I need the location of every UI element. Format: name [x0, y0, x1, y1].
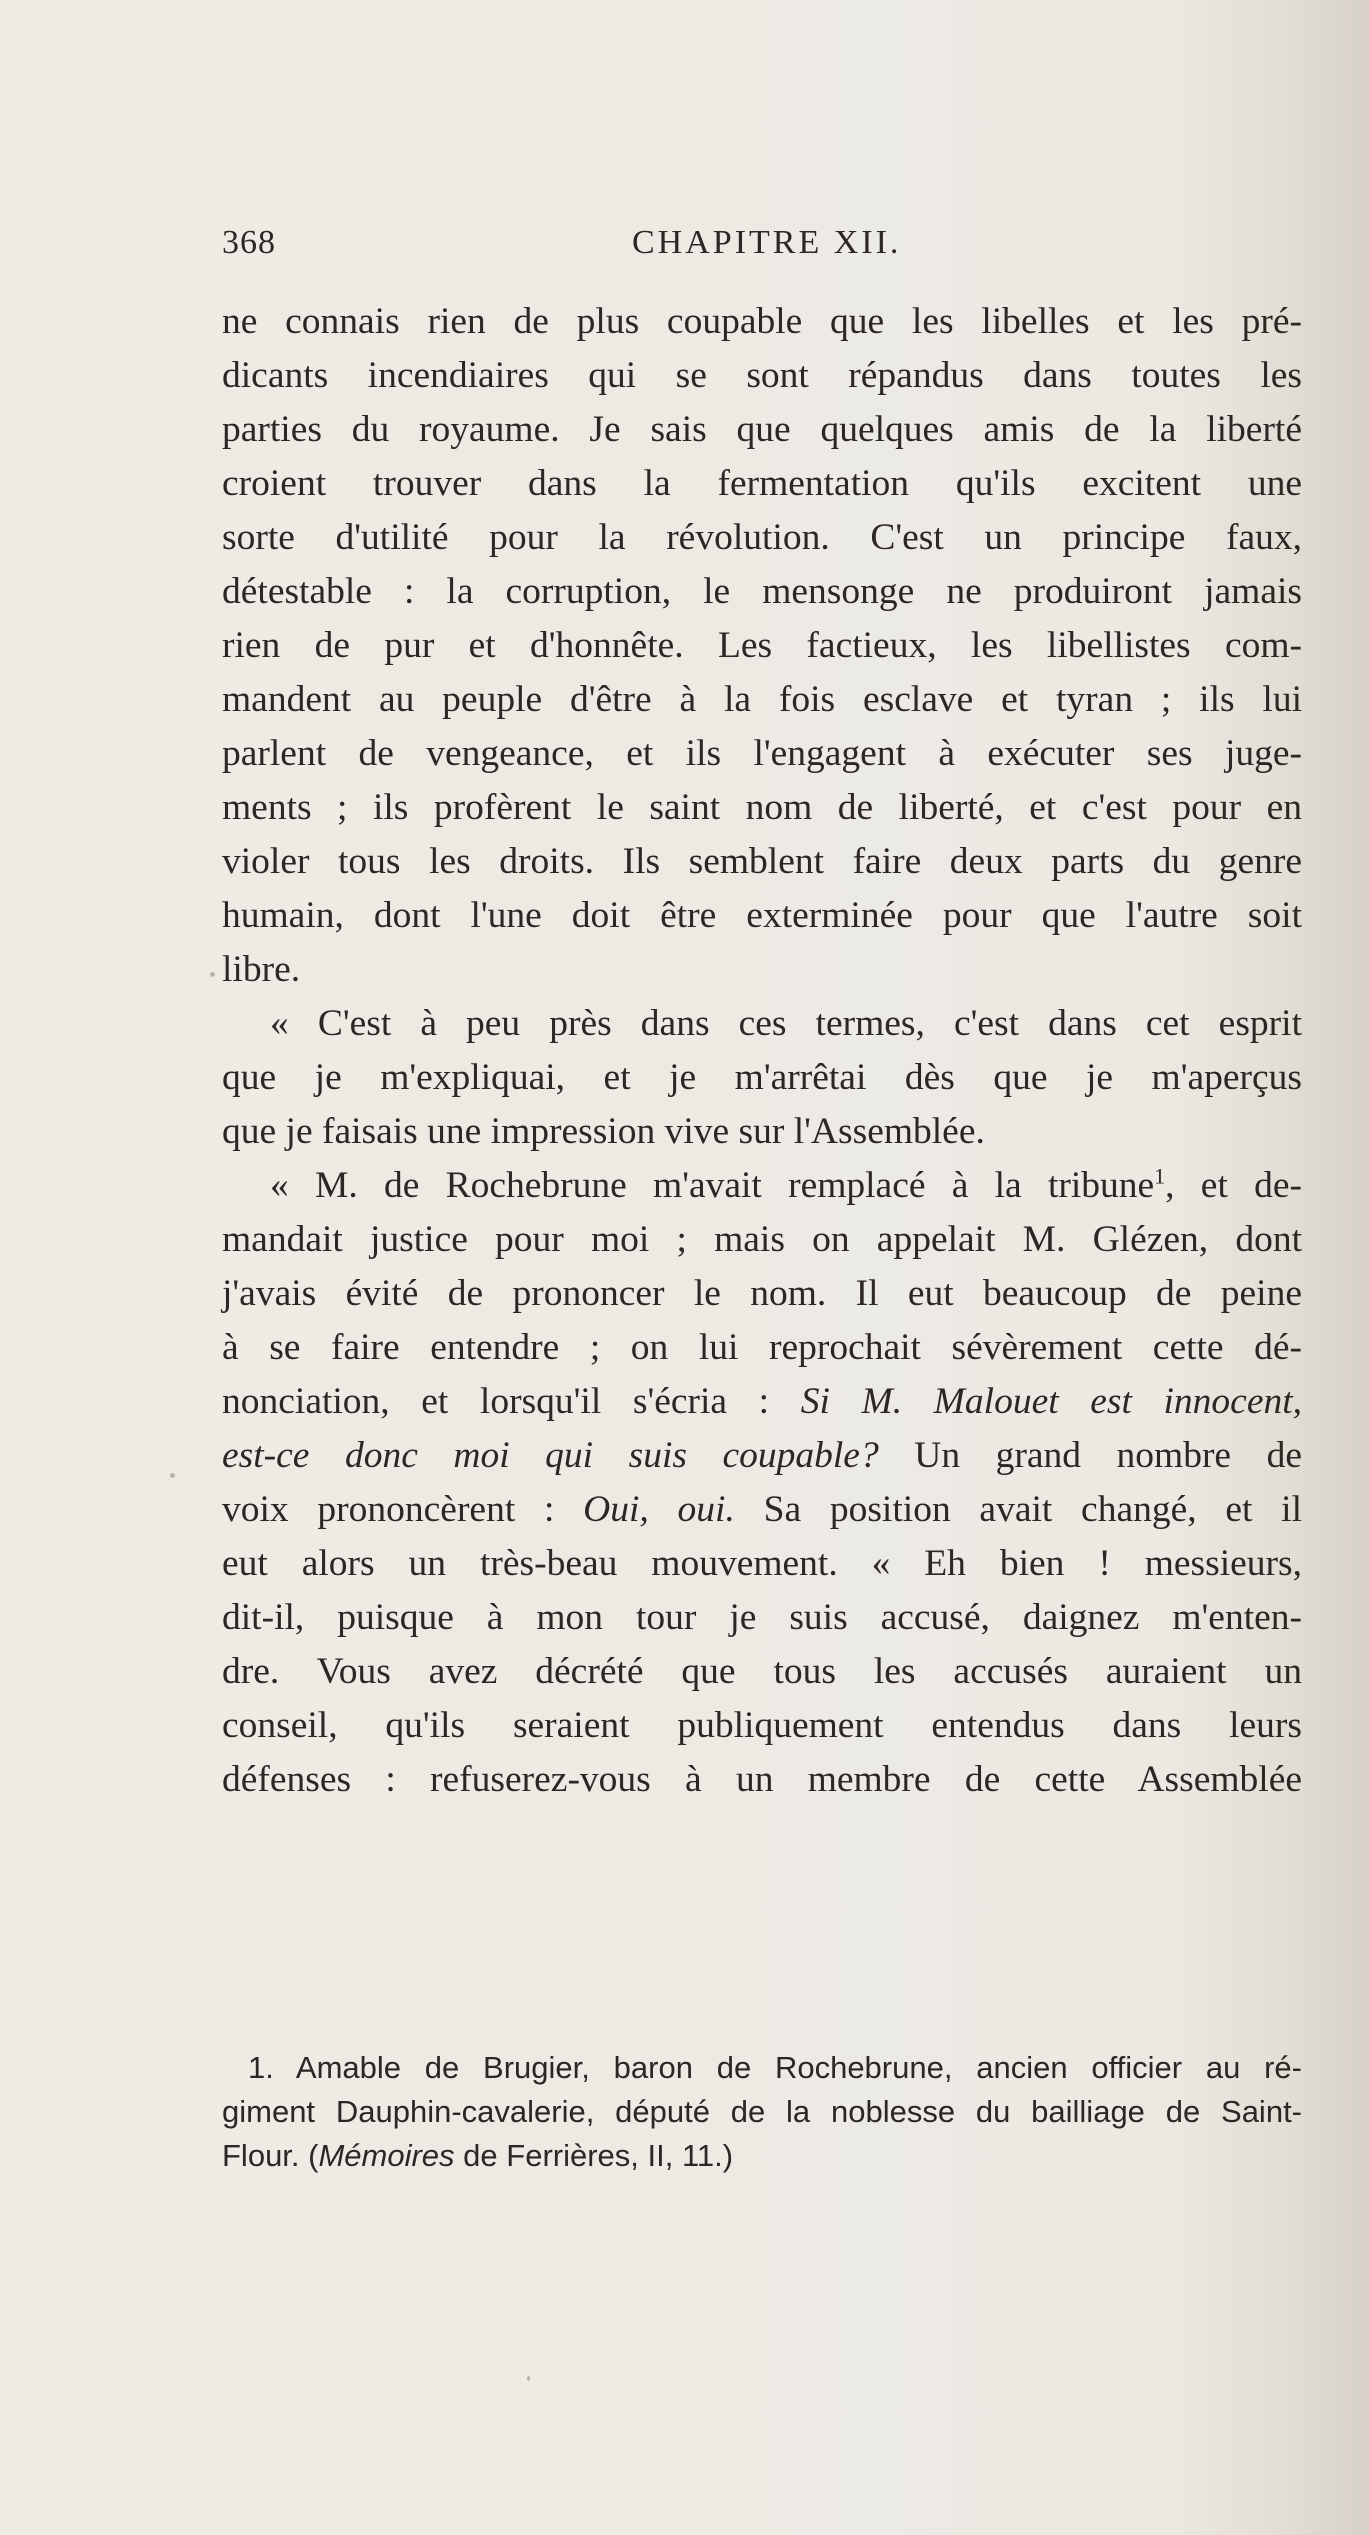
text-line: libre. — [222, 949, 301, 990]
text-line: conseil, qu'ils seraient publiquement entendus dans leurs — [222, 1705, 1302, 1746]
text-line: parties du royaume. Je sais que quelques amis de la liberté — [222, 409, 1302, 450]
text-line: eut alors un très-beau mouvement. « Eh bien ! messieurs, — [222, 1543, 1302, 1584]
page-number: 368 — [222, 224, 276, 261]
text-segment: , et de- — [1165, 1165, 1302, 1206]
text-line: parlent de vengeance, et ils l'engagent à exécuter ses juge- — [222, 733, 1302, 774]
text-line: dit-il, puisque à mon tour je suis accusé, daignez m'enten- — [222, 1597, 1302, 1638]
text-line — [222, 1429, 1302, 1483]
footnote-line — [222, 2046, 1302, 2090]
paper-speck — [210, 972, 215, 977]
page-header — [222, 214, 1302, 274]
italic-quote: est-ce donc moi qui suis coupable? — [222, 1435, 879, 1476]
italic-quote: Si M. Malouet est innocent, — [800, 1381, 1303, 1422]
text-line: « C'est à peu près dans ces termes, c'est dans cet esprit — [270, 1003, 1302, 1044]
text-line: croient trouver dans la fermentation qu'ils excitent une — [222, 463, 1302, 504]
paper-speck — [170, 1473, 175, 1478]
italic-quote: Oui, oui. — [583, 1489, 735, 1530]
text-line: mandait justice pour moi ; mais on appelait M. Glézen, dont — [222, 1219, 1302, 1260]
footnote-number: 1. — [248, 2050, 274, 2085]
text-line: à se faire entendre ; on lui reprochait sévèrement cette dé- — [222, 1327, 1302, 1368]
text-line: rien de pur et d'honnête. Les factieux, les libellistes com- — [222, 625, 1302, 666]
text-segment: « M. de Rochebrune m'avait remplacé à la tribune — [270, 1165, 1155, 1206]
text-line: ne connais rien de plus coupable que les libelles et les pré- — [222, 301, 1302, 342]
text-segment: nonciation, et lorsqu'il s'écria : — [222, 1381, 770, 1422]
text-line — [222, 1375, 1302, 1429]
text-line: sorte d'utilité pour la révolution. C'est un principe faux, — [222, 517, 1302, 558]
text-line: humain, dont l'une doit être exterminée pour que l'autre soit — [222, 895, 1302, 936]
text-segment: Un grand nombre de — [914, 1435, 1302, 1476]
body-text — [222, 295, 1302, 1807]
text-segment: voix prononcèrent : — [222, 1489, 555, 1530]
text-line — [222, 1159, 1302, 1213]
text-line: ments ; ils profèrent le saint nom de liberté, et c'est pour en — [222, 787, 1302, 828]
text-line: que je m'expliquai, et je m'arrêtai dès que je m'aperçus — [222, 1057, 1302, 1098]
text-line: détestable : la corruption, le mensonge ne produiront jamais — [222, 571, 1302, 612]
text-line: j'avais évité de prononcer le nom. Il eut beaucoup de peine — [222, 1273, 1302, 1314]
footnote-text: Flour. ( — [222, 2138, 319, 2173]
text-line: violer tous les droits. Ils semblent faire deux parts du genre — [222, 841, 1302, 882]
footnote-marker: 1 — [1154, 1163, 1166, 1189]
footnote-text: Amable de Brugier, baron de Rochebrune, ancien officier au ré- — [295, 2050, 1302, 2085]
text-line: mandent au peuple d'être à la fois esclave et tyran ; ils lui — [222, 679, 1302, 720]
text-segment: Sa position avait changé, et il — [763, 1489, 1303, 1530]
text-line: dre. Vous avez décrété que tous les accusés auraient un — [222, 1651, 1302, 1692]
text-line: que je faisais une impression vive sur l'Assemblée. — [222, 1111, 985, 1152]
footnote-italic-title: Mémoires — [318, 2138, 455, 2173]
text-line — [222, 1483, 1302, 1537]
footnote-block — [222, 2046, 1302, 2178]
text-line: défenses : refuserez-vous à un membre de cette Assemblée — [222, 1759, 1302, 1800]
paper-speck — [527, 2376, 530, 2381]
running-title: CHAPITRE XII. — [632, 224, 902, 261]
footnote-line: giment Dauphin-cavalerie, député de la noblesse du bailliage de Saint- — [222, 2094, 1302, 2129]
footnote-text: de Ferrières, II, 11.) — [454, 2138, 734, 2173]
footnote-line — [222, 2134, 1302, 2178]
text-line: dicants incendiaires qui se sont répandus dans toutes les — [222, 355, 1302, 396]
